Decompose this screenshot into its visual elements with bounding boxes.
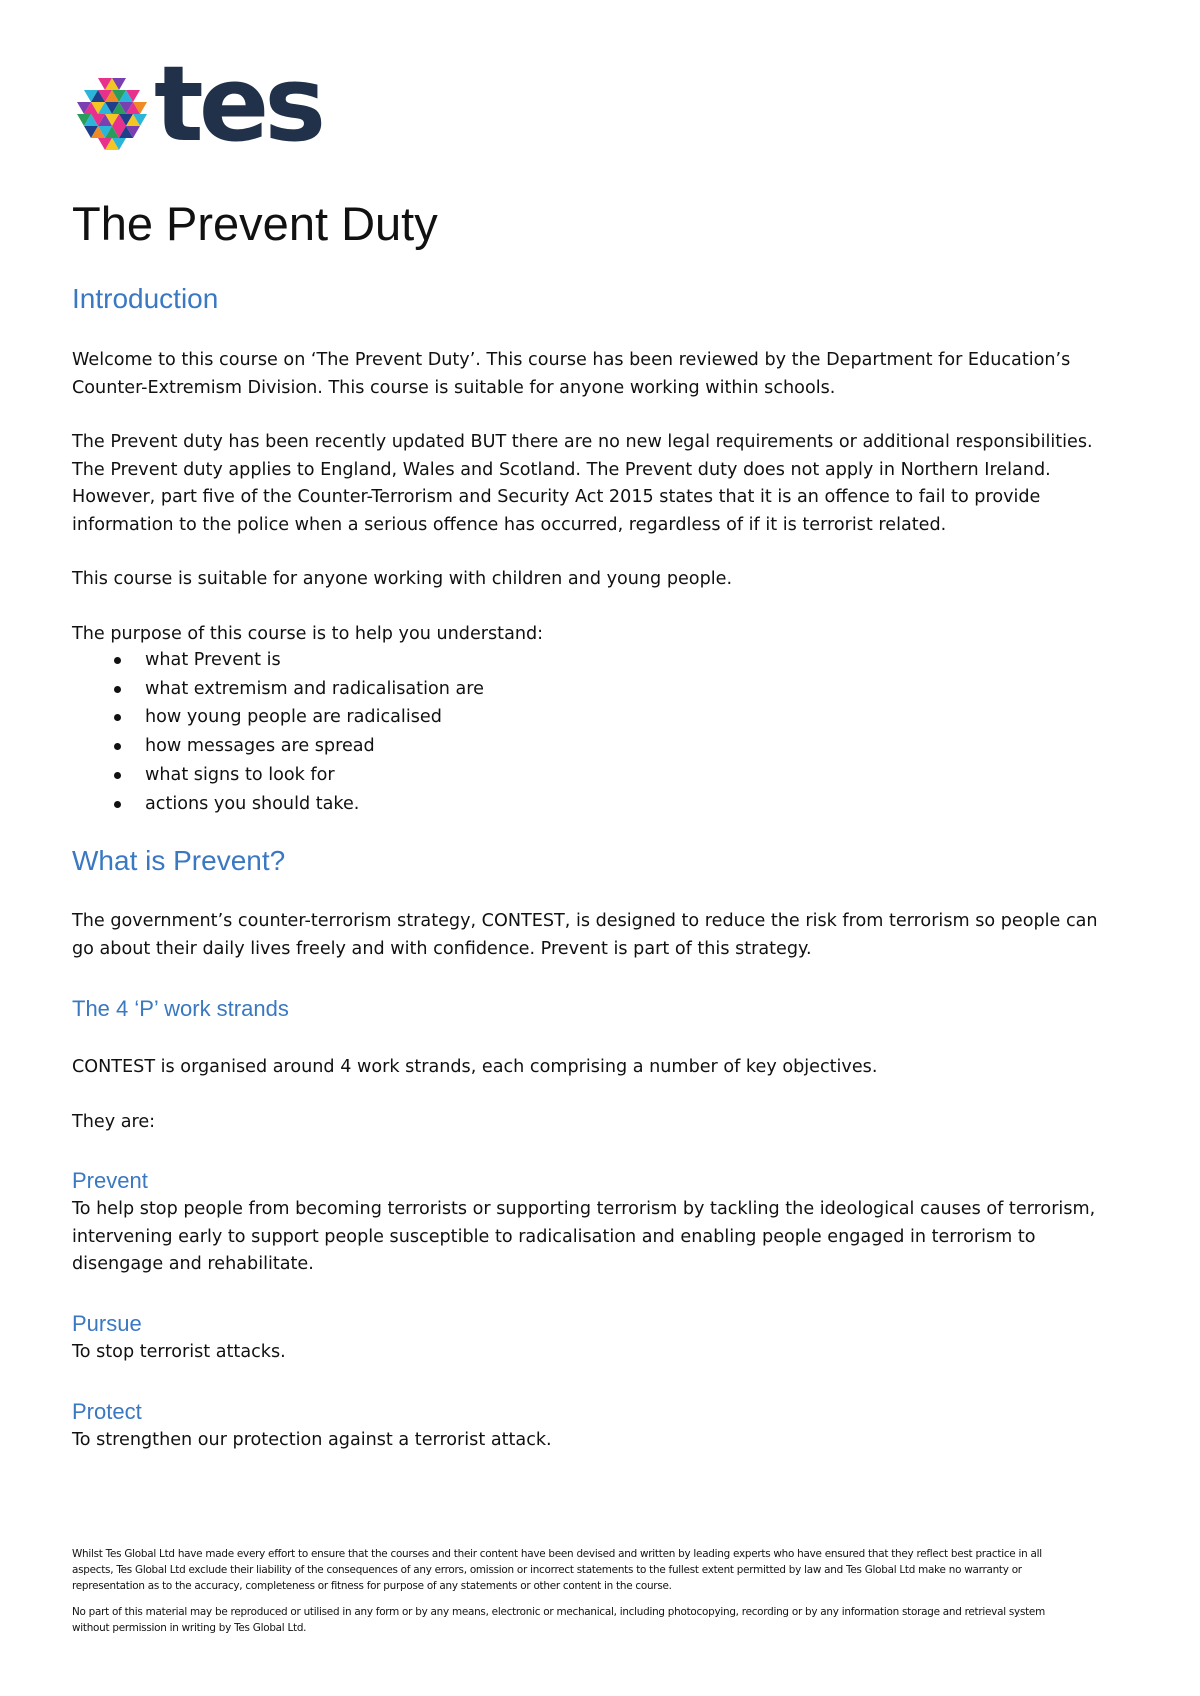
strand-pursue-heading: Pursue	[72, 1311, 142, 1336]
text-line: Whilst Tes Global Ltd have made every effort to ensure that the courses and their content have been devised and written by leading experts who have ensured that they reflect best practice in all	[72, 1548, 1042, 1560]
text-line: intervening early to support people susceptible to radicalisation and enabling people engaged in terrorism to	[72, 1226, 1036, 1247]
list-item: what extremism and radicalisation are	[72, 675, 484, 704]
text-line: without permission in writing by Tes Global Ltd.	[72, 1622, 307, 1634]
text-line: However, part five of the Counter-Terrorism and Security Act 2015 states that it is an offence to fail to provide	[72, 487, 1041, 507]
work-strands-intro: CONTEST is organised around 4 work strands, each comprising a number of key objectives.	[72, 1057, 878, 1077]
text-line: information to the police when a serious offence has occurred, regardless of if it is terrorist related.	[72, 514, 947, 535]
text-line: aspects, Tes Global Ltd exclude their liability of the consequences of any errors, omission or incorrect statements to the fullest extent permitted by law and Tes Global Ltd make no warranty or	[72, 1564, 1022, 1576]
strand-protect-heading: Protect	[72, 1399, 142, 1424]
purpose-lead: The purpose of this course is to help you understand:	[72, 624, 544, 644]
tes-logo-mosaic-icon	[70, 72, 154, 156]
page-title: The Prevent Duty	[72, 197, 438, 250]
bullet-icon	[114, 743, 121, 750]
work-strands-heading: The 4 ‘P’ work strands	[72, 996, 289, 1021]
list-item: actions you should take.	[72, 790, 484, 819]
strand-pursue-text: To stop terrorist attacks.	[72, 1342, 286, 1362]
bullet-icon	[114, 772, 121, 779]
intro-paragraph-1	[72, 347, 1142, 402]
list-item: how young people are radicalised	[72, 703, 484, 732]
copyright-paragraph	[72, 1604, 1122, 1636]
text-line: The government’s counter-terrorism strategy, CONTEST, is designed to reduce the risk from terrorism so people can	[72, 911, 1098, 931]
intro-paragraph-3: This course is suitable for anyone working with children and young people.	[72, 569, 733, 589]
intro-paragraph-2	[72, 429, 1142, 539]
text-line: representation as to the accuracy, completeness or fitness for purpose of any statements or other content in the course.	[72, 1580, 672, 1592]
strand-prevent-text	[72, 1196, 1142, 1279]
text-line: go about their daily lives freely and with confidence. Prevent is part of this strategy.	[72, 938, 812, 959]
what-is-prevent-heading: What is Prevent?	[72, 845, 286, 876]
bullet-icon	[114, 714, 121, 721]
text-line: The Prevent duty applies to England, Wales and Scotland. The Prevent duty does not apply in Northern Ireland.	[72, 459, 1051, 480]
what-is-prevent-paragraph	[72, 908, 1142, 963]
list-item: what signs to look for	[72, 761, 484, 790]
text-line: Welcome to this course on ‘The Prevent Duty’. This course has been reviewed by the Department for Education’s	[72, 350, 1071, 370]
disclaimer-paragraph	[72, 1546, 1122, 1594]
tes-logo	[70, 43, 322, 165]
text-line: No part of this material may be reproduced or utilised in any form or by any means, electronic or mechanical, including photocopying, recording or by any information storage and retrieval system	[72, 1606, 1045, 1618]
text-line: disengage and rehabilitate.	[72, 1254, 314, 1274]
strand-prevent-heading: Prevent	[72, 1168, 148, 1193]
purpose-list	[72, 646, 484, 818]
bullet-icon	[114, 801, 121, 808]
they-are-text: They are:	[72, 1112, 156, 1132]
bullet-icon	[114, 686, 121, 693]
bullet-icon	[114, 657, 121, 664]
strand-protect-text: To strengthen our protection against a terrorist attack.	[72, 1430, 552, 1450]
tes-wordmark: tes	[154, 43, 322, 165]
text-line: To help stop people from becoming terrorists or supporting terrorism by tackling the ideological causes of terrorism,	[72, 1199, 1096, 1219]
text-line: The Prevent duty has been recently updated BUT there are no new legal requirements or additional responsibilities.	[72, 432, 1093, 452]
introduction-heading: Introduction	[72, 283, 219, 314]
text-line: Counter-Extremism Division. This course is suitable for anyone working within schools.	[72, 377, 836, 398]
list-item: how messages are spread	[72, 732, 484, 761]
list-item: what Prevent is	[72, 646, 484, 675]
